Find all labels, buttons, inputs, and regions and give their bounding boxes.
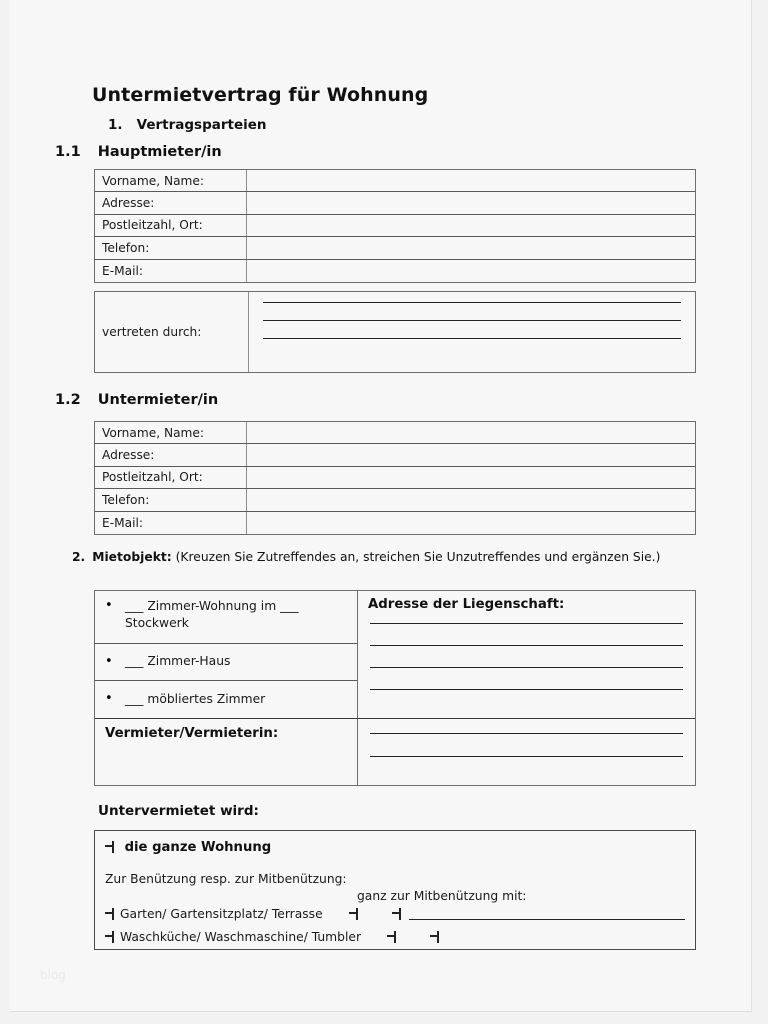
field-label: Vorname, Name: — [95, 170, 247, 191]
option-label: ___ Zimmer-Haus — [125, 654, 231, 669]
section-2-heading — [72, 549, 682, 567]
checkbox-icon[interactable] — [392, 908, 403, 920]
field-value-cell[interactable] — [247, 215, 695, 236]
field-value-cell[interactable] — [247, 489, 695, 510]
table-row — [95, 467, 695, 489]
sublet-item-label: Garten/ Gartensitzplatz/ Terrasse — [120, 907, 323, 921]
section-1-2-number: 1.2 — [55, 392, 81, 408]
section-1-1-heading — [55, 144, 222, 160]
field-value-cell[interactable] — [247, 467, 695, 488]
field-label: Postleitzahl, Ort: — [95, 215, 247, 236]
bullet-icon: • — [105, 691, 113, 707]
sublet-item-row[interactable] — [105, 907, 685, 921]
section-1-label: Vertragsparteien — [136, 117, 267, 133]
field-value-cell[interactable] — [247, 422, 695, 443]
usage-columns-label: ganz zur Mitbenützung mit: — [357, 889, 527, 903]
option-label: ___ möbliertes Zimmer — [125, 691, 266, 706]
page-content — [10, 0, 752, 1012]
writing-line — [370, 733, 683, 734]
table-row — [95, 422, 695, 444]
field-value-cell[interactable] — [247, 237, 695, 258]
table-row — [95, 215, 695, 237]
option-row[interactable] — [95, 681, 357, 718]
writing-line — [370, 645, 683, 646]
representative-label: vertreten durch: — [95, 292, 249, 372]
landlord-row — [95, 718, 695, 785]
hauptmieter-table — [94, 169, 696, 283]
field-label: Telefon: — [95, 237, 247, 258]
writing-line — [370, 623, 683, 624]
sublet-box — [94, 830, 696, 950]
mietobjekt-options — [95, 591, 358, 718]
table-row — [95, 444, 695, 466]
landlord-label: Vermieter/Vermieterin: — [95, 719, 358, 785]
checkbox-icon[interactable] — [105, 931, 116, 943]
field-value-cell[interactable] — [247, 260, 695, 282]
field-value-cell[interactable] — [247, 512, 695, 534]
section-1-number: 1. — [108, 117, 123, 133]
usage-label: Zur Benützung resp. zur Mitbenützung: — [105, 872, 347, 886]
field-value-cell[interactable] — [247, 444, 695, 465]
representative-table — [94, 291, 696, 373]
writing-line — [263, 320, 681, 321]
checkbox-icon[interactable] — [105, 908, 116, 920]
table-row — [95, 260, 695, 282]
sublet-item-row[interactable] — [105, 930, 685, 944]
writing-line — [409, 908, 685, 920]
bullet-icon: • — [105, 653, 113, 669]
section-1-heading — [108, 117, 267, 133]
table-row — [95, 292, 695, 372]
table-row — [95, 170, 695, 192]
field-label: Telefon: — [95, 489, 247, 510]
checkbox-icon[interactable] — [387, 931, 398, 943]
section-2-number: 2. — [72, 550, 86, 564]
property-address-label: Adresse der Liegenschaft: — [368, 597, 565, 612]
whole-flat-label: die ganze Wohnung — [124, 840, 272, 855]
field-label: E-Mail: — [95, 260, 247, 282]
field-label: Vorname, Name: — [95, 422, 247, 443]
table-row — [95, 192, 695, 214]
section-1-1-number: 1.1 — [55, 144, 81, 160]
landlord-value-cell[interactable] — [358, 719, 695, 785]
sublet-heading: Untervermietet wird: — [98, 803, 259, 819]
writing-line — [263, 302, 681, 303]
property-address-cell[interactable] — [358, 591, 695, 718]
writing-lines — [358, 612, 695, 690]
section-2-note: (Kreuzen Sie Zutreffendes an, streichen Sie Unzutreffendes und ergänzen Sie.) — [175, 550, 661, 564]
checkbox-icon[interactable] — [105, 841, 116, 853]
checkbox-icon[interactable] — [349, 908, 360, 920]
document-page — [10, 0, 752, 1012]
bullet-icon: • — [105, 598, 113, 613]
writing-line — [370, 667, 683, 668]
option-row[interactable] — [95, 644, 357, 681]
section-2-label: Mietobjekt: — [92, 550, 172, 564]
field-value-cell[interactable] — [247, 170, 695, 191]
representative-value-cell[interactable] — [249, 292, 695, 372]
checkbox-icon[interactable] — [430, 931, 441, 943]
section-1-1-label: Hauptmieter/in — [97, 144, 222, 160]
page-title: Untermietvertrag für Wohnung — [92, 84, 429, 106]
section-1-2-heading — [55, 392, 218, 408]
writing-lines — [249, 292, 695, 372]
option-label: ___ Zimmer-Wohnung im ___ Stockwerk — [125, 599, 299, 631]
field-label: E-Mail: — [95, 512, 247, 534]
whole-flat-option[interactable] — [105, 840, 271, 855]
mietobjekt-upper — [95, 591, 695, 718]
sublet-item-label: Waschküche/ Waschmaschine/ Tumbler — [120, 930, 362, 944]
writing-line — [370, 689, 683, 690]
table-row — [95, 489, 695, 511]
option-row[interactable] — [95, 591, 357, 644]
field-label: Adresse: — [95, 444, 247, 465]
writing-line — [263, 338, 681, 339]
writing-line — [370, 756, 683, 757]
table-row — [95, 512, 695, 534]
watermark: blog — [40, 968, 66, 982]
field-value-cell[interactable] — [247, 192, 695, 213]
mietobjekt-table — [94, 590, 696, 786]
untermieter-table — [94, 421, 696, 535]
section-1-2-label: Untermieter/in — [97, 392, 219, 408]
table-row — [95, 237, 695, 259]
field-label: Adresse: — [95, 192, 247, 213]
field-label: Postleitzahl, Ort: — [95, 467, 247, 488]
